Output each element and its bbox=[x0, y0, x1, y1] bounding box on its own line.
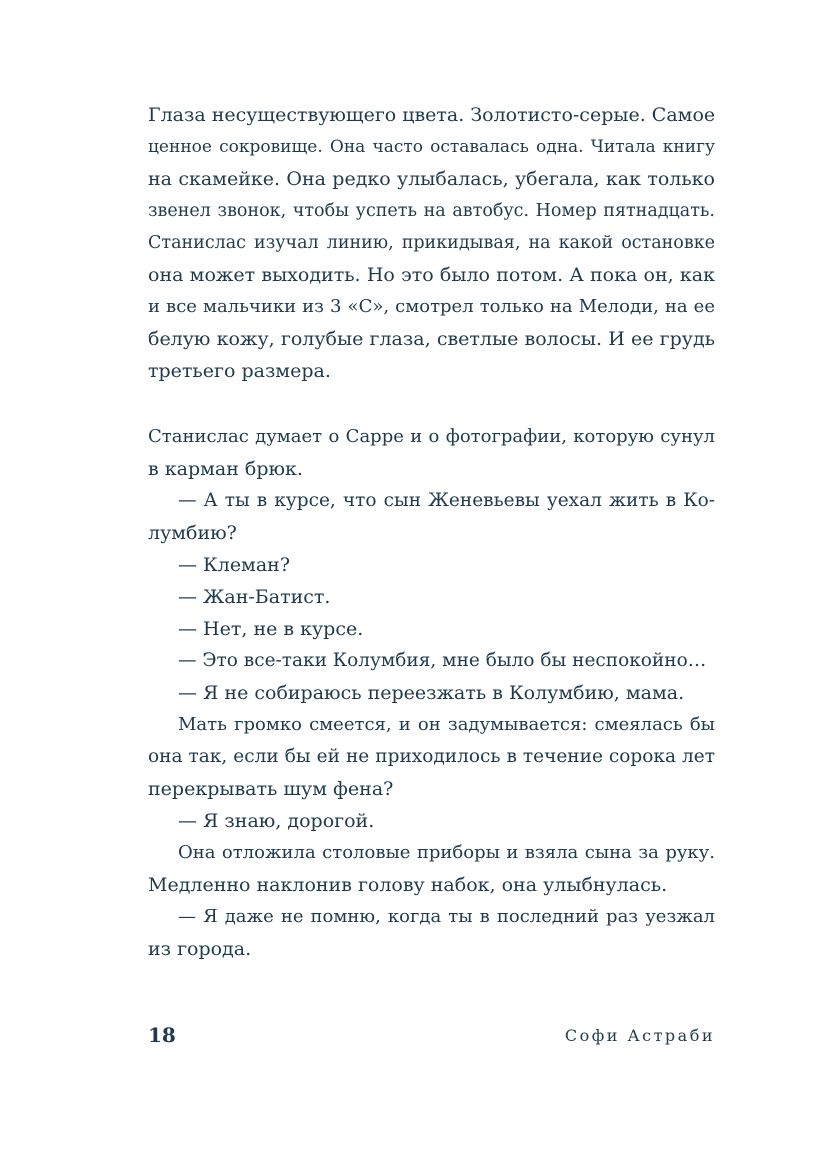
dialogue-line: — Я не собираюсь переезжать в Колумбию, мама. bbox=[178, 682, 685, 704]
text-line: перекрывать шум фена? bbox=[148, 778, 394, 800]
text-line: и все мальчики из 3 «С», смотрел только на Мелоди, на ее bbox=[148, 296, 715, 317]
text-line: в карман брюк. bbox=[148, 458, 303, 480]
text-line: из города. bbox=[148, 938, 252, 960]
dialogue-line: — Я знаю, дорогой. bbox=[178, 810, 375, 832]
text-line: ценное сокровище. Она часто оставалась одна. Читала книгу bbox=[148, 137, 715, 157]
dialogue-line: — Это все-таки Колумбия, мне было бы неспокойно… bbox=[178, 650, 707, 671]
dialogue-line: — А ты в курсе, что сын Женевьевы уехал жить в Ко- bbox=[178, 490, 715, 511]
text-line: Глаза несуществующего цвета. Золотисто-серые. Самое bbox=[148, 104, 716, 126]
text-line: белую кожу, голубые глаза, светлые волосы. И ее грудь bbox=[148, 328, 715, 350]
page-number: 18 bbox=[148, 1023, 176, 1047]
text-line: она может выходить. Но это было потом. А пока он, как bbox=[148, 264, 715, 286]
text-line: Она отложила столовые приборы и взяла сына за руку. bbox=[178, 842, 715, 863]
text-line: Медленно наклонив голову набок, она улыбнулась. bbox=[148, 874, 668, 896]
text-line: на скамейке. Она редко улыбалась, убегала, как только bbox=[148, 168, 715, 190]
text-line: третьего размера. bbox=[148, 360, 331, 382]
text-line: Мать громко смеется, и он задумывается: смеялась бы bbox=[178, 714, 715, 735]
dialogue-line: — Клеман? bbox=[178, 554, 291, 576]
running-footer-author: Софи Астраби bbox=[564, 1026, 715, 1045]
text-line: она так, если бы ей не приходилось в течение сорока лет bbox=[148, 746, 715, 767]
dialogue-line: — Жан-Батист. bbox=[178, 586, 331, 608]
text-line: Станислас думает о Сарре и о фотографии, которую сунул bbox=[148, 426, 715, 447]
text-line: лумбию? bbox=[148, 522, 237, 544]
dialogue-line: — Нет, не в курсе. bbox=[178, 618, 364, 640]
text-line: звенел звонок, чтобы успеть на автобус. Номер пятнадцать. bbox=[148, 201, 715, 221]
text-line: Станислас изучал линию, прикидывая, на какой остановке bbox=[148, 233, 715, 253]
dialogue-line: — Я даже не помню, когда ты в последний раз уезжал bbox=[178, 906, 715, 927]
